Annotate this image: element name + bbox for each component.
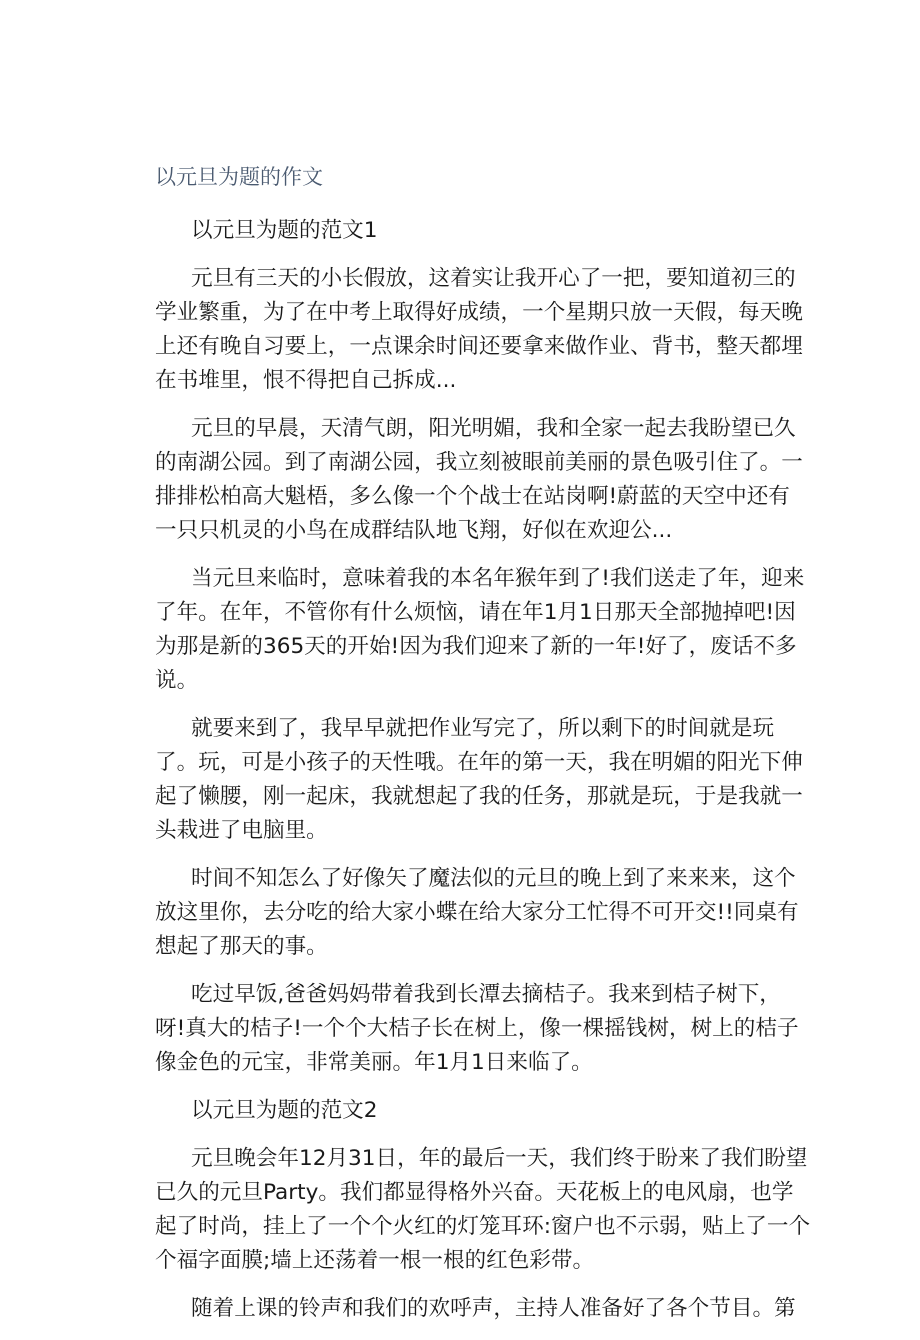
paragraph-line: 了年。在年，不管你有什么烦恼，请在年1月1日那天全部抛掉吧!因: [155, 600, 796, 625]
paragraph-line: 已久的元旦Party。我们都显得格外兴奋。天花板上的电风扇，也学: [155, 1180, 794, 1205]
paragraph: [155, 1292, 796, 1326]
paragraph-line: 学业繁重，为了在中考上取得好成绩，一个星期只放一天假，每天晚: [155, 300, 803, 325]
paragraph: [155, 978, 799, 1080]
paragraph: [155, 214, 770, 248]
paragraph-line: 以元旦为题的范文2: [191, 1098, 378, 1123]
paragraph-line: 起了时尚，挂上了一个个火红的灯笼耳环:窗户也不示弱，贴上了一个: [155, 1214, 811, 1239]
paragraph: [155, 1142, 811, 1278]
paragraph: [155, 712, 803, 848]
paragraph-line: 以元旦为题的范文1: [191, 218, 378, 243]
paragraph-line: 一只只机灵的小鸟在成群结队地飞翔，好似在欢迎公...: [155, 518, 673, 543]
paragraph-line: 排排松柏高大魁梧，多么像一个个战士在站岗啊!蔚蓝的天空中还有: [155, 484, 790, 509]
paragraph-line: 吃过早饭,爸爸妈妈带着我到长潭去摘桔子。我来到桔子树下，: [191, 982, 781, 1007]
paragraph-line: 呀!真大的桔子!一个个大桔子长在树上，像一棵摇钱树，树上的桔子: [155, 1016, 799, 1041]
paragraph-line: 时间不知怎么了好像矢了魔法似的元旦的晚上到了来来来，这个: [191, 866, 796, 891]
paragraph-line: 元旦晚会年12月31日，年的最后一天，我们终于盼来了我们盼望: [191, 1146, 808, 1171]
paragraph-line: 了。玩，可是小孩子的天性哦。在年的第一天，我在明媚的阳光下伸: [155, 750, 803, 775]
paragraph-line: 个福字面膜;墙上还荡着一根一根的红色彩带。: [155, 1248, 595, 1273]
document-title: 以元旦为题的作文: [155, 165, 323, 189]
paragraph-line: 的南湖公园。到了南湖公园，我立刻被眼前美丽的景色吸引住了。一: [155, 450, 803, 475]
document-body: [155, 214, 811, 1340]
paragraph: [155, 862, 799, 964]
paragraph-line: 随着上课的铃声和我们的欢呼声，主持人准备好了各个节目。第: [191, 1296, 796, 1321]
paragraph-line: 说。: [155, 668, 199, 693]
paragraph: [155, 262, 803, 398]
paragraph-line: 在书堆里，恨不得把自己拆成...: [155, 368, 457, 393]
paragraph-line: 头栽进了电脑里。: [155, 818, 328, 843]
paragraph-line: 放这里你，去分吃的给大家小蝶在给大家分工忙得不可开交!!同桌有: [155, 900, 799, 925]
paragraph: [155, 562, 805, 698]
paragraph-line: 起了懒腰，刚一起床，我就想起了我的任务，那就是玩，于是我就一: [155, 784, 803, 809]
paragraph-line: 上还有晚自习要上，一点课余时间还要拿来做作业、背书，整天都埋: [155, 334, 803, 359]
paragraph-line: 元旦的早晨，天清气朗，阳光明媚，我和全家一起去我盼望已久: [191, 416, 796, 441]
paragraph-line: 想起了那天的事。: [155, 934, 328, 959]
paragraph-line: 元旦有三天的小长假放，这着实让我开心了一把，要知道初三的: [191, 266, 796, 291]
paragraph: [155, 1094, 770, 1128]
paragraph: [155, 412, 803, 548]
paragraph-line: 就要来到了，我早早就把作业写完了，所以剩下的时间就是玩: [191, 716, 775, 741]
paragraph-line: 像金色的元宝，非常美丽。年1月1日来临了。: [155, 1050, 593, 1075]
paragraph-line: 为那是新的365天的开始!因为我们迎来了新的一年!好了，废话不多: [155, 634, 797, 659]
paragraph-line: 当元旦来临时，意味着我的本名年猴年到了!我们送走了年，迎来: [191, 566, 805, 591]
